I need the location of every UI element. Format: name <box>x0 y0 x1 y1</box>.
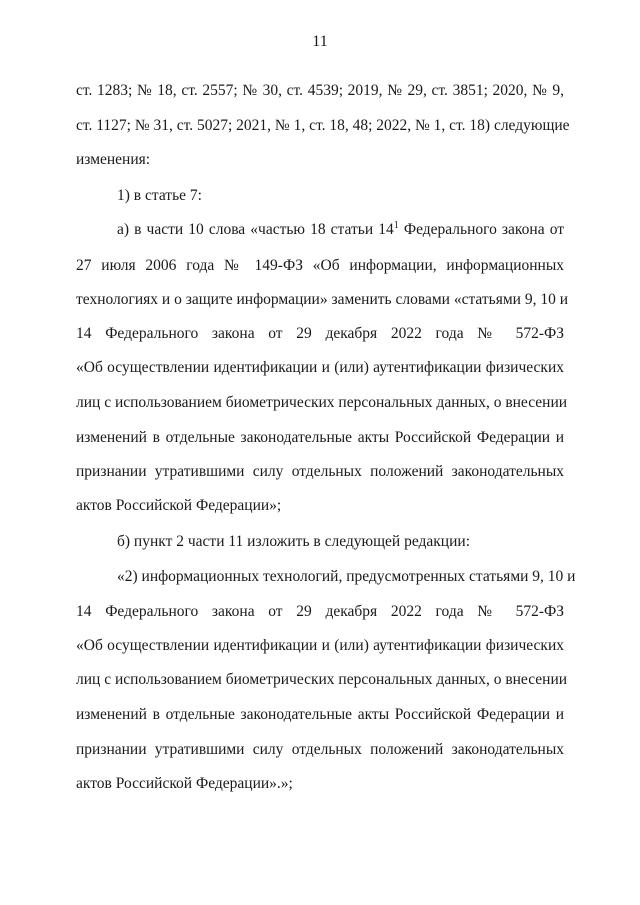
text-line: «2) информационных технологий, предусмотренных статьями 9, 10 и <box>117 568 576 585</box>
text-line: ст. 1127; № 31, ст. 5027; 2021, № 1, ст. 18, 48; 2022, № 1, ст. 18) следующие <box>76 117 570 134</box>
text-line: «Об осуществлении идентификации и (или) аутентификации физических <box>76 637 564 654</box>
text-line: признании утратившими силу отдельных положений законодательных <box>76 741 564 758</box>
text-line: изменения: <box>76 151 151 168</box>
text-line: изменений в отдельные законодательные акты Российской Федерации и <box>76 429 564 446</box>
text-line: признании утратившими силу отдельных положений законодательных <box>76 463 564 480</box>
text-line: ст. 1283; № 18, ст. 2557; № 30, ст. 4539; 2019, № 29, ст. 3851; 2020, № 9, <box>76 82 564 99</box>
text-line: изменений в отдельные законодательные акты Российской Федерации и <box>76 706 564 723</box>
text-line: лиц с использованием биометрических персональных данных, о внесении <box>76 671 568 688</box>
text-line: «Об осуществлении идентификации и (или) аутентификации физических <box>76 359 564 376</box>
text-line: лиц с использованием биометрических персональных данных, о внесении <box>76 394 568 411</box>
text-line: 14 Федерального закона от 29 декабря 2022 года № 572-ФЗ <box>76 325 564 342</box>
text-line: 27 июля 2006 года № 149-ФЗ «Об информации, информационных <box>76 257 564 274</box>
text-line <box>117 220 564 240</box>
text-line: 1) в статье 7: <box>117 187 202 204</box>
page-number: 11 <box>312 33 328 50</box>
text-line: актов Российской Федерации»; <box>76 497 282 514</box>
text-line: технологиях и о защите информации» заменить словами «статьями 9, 10 и <box>76 291 569 308</box>
text-fragment: Федерального закона от <box>398 221 565 238</box>
text-line: 14 Федерального закона от 29 декабря 2022 года № 572-ФЗ <box>76 603 564 620</box>
text-line: б) пункт 2 части 11 изложить в следующей редакции: <box>117 533 470 550</box>
text-fragment: а) в части 10 слова «частью 18 статьи 14 <box>117 221 394 238</box>
superscript: 1 <box>393 220 399 231</box>
text-line: актов Российской Федерации».»; <box>76 775 293 792</box>
